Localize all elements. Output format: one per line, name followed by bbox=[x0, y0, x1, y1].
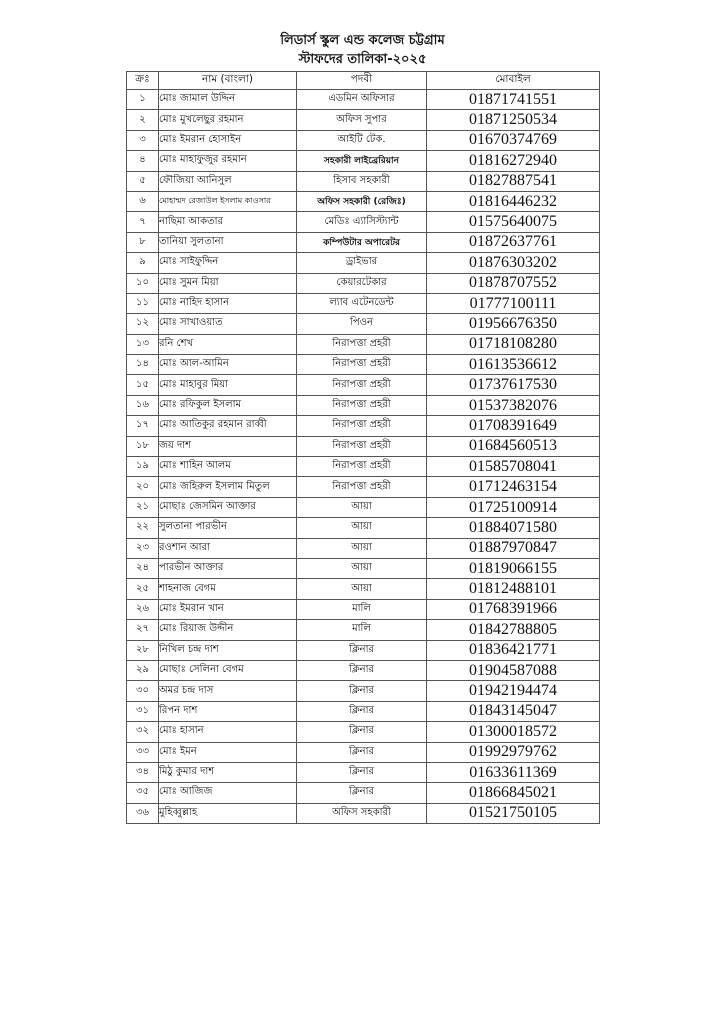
name-cell: মোঃ সাখাওয়াত bbox=[159, 314, 297, 334]
name-cell: শাহনাজ বেগম bbox=[159, 579, 297, 599]
table-row bbox=[127, 191, 600, 211]
designation-cell: ক্লিনার bbox=[297, 762, 427, 782]
serial-cell: ১৬ bbox=[127, 395, 159, 415]
serial-cell: ২৭ bbox=[127, 620, 159, 640]
name-cell: মোঃ মাহাবুর মিয়া bbox=[159, 375, 297, 395]
serial-cell: ২৫ bbox=[127, 579, 159, 599]
serial-cell: ১২ bbox=[127, 314, 159, 334]
table-row bbox=[127, 477, 600, 497]
mobile-cell: 01872637761 bbox=[427, 232, 600, 252]
table-row bbox=[127, 212, 600, 232]
serial-cell: ৮ bbox=[127, 232, 159, 252]
mobile-cell: 01537382076 bbox=[427, 395, 600, 415]
designation-cell: সহকারী লাইব্রেরিয়ান bbox=[297, 151, 427, 171]
designation-cell: ক্লিনার bbox=[297, 742, 427, 762]
designation-cell: নিরাপত্তা প্রহরী bbox=[297, 477, 427, 497]
mobile-cell: 01827887541 bbox=[427, 171, 600, 191]
designation-cell: মালি bbox=[297, 620, 427, 640]
name-cell: মোঃ নাহিদ হাসান bbox=[159, 293, 297, 313]
mobile-cell: 01633611369 bbox=[427, 762, 600, 782]
mobile-cell: 01816272940 bbox=[427, 151, 600, 171]
table-row bbox=[127, 395, 600, 415]
table-header-row bbox=[127, 72, 600, 90]
name-cell: মোঃ আজিজ bbox=[159, 783, 297, 803]
serial-cell: ২ bbox=[127, 110, 159, 130]
mobile-cell: 01670374769 bbox=[427, 130, 600, 150]
designation-cell: ড্রাইভার bbox=[297, 253, 427, 273]
name-cell: মোঃ রিয়াজ উদ্দীন bbox=[159, 620, 297, 640]
table-row bbox=[127, 620, 600, 640]
designation-cell: কম্পিউটার অপারেটর bbox=[297, 232, 427, 252]
mobile-cell: 01887970847 bbox=[427, 538, 600, 558]
serial-cell: ৩ bbox=[127, 130, 159, 150]
mobile-cell: 01871250534 bbox=[427, 110, 600, 130]
mobile-cell: 01878707552 bbox=[427, 273, 600, 293]
mobile-cell: 01712463154 bbox=[427, 477, 600, 497]
header-serial: ক্রঃ bbox=[127, 72, 159, 90]
serial-cell: ৭ bbox=[127, 212, 159, 232]
name-cell: মোঃ ইমরান খান bbox=[159, 599, 297, 619]
designation-cell: ক্লিনার bbox=[297, 681, 427, 701]
serial-cell: ১১ bbox=[127, 293, 159, 313]
name-cell: মোঃ হাসান bbox=[159, 722, 297, 742]
designation-cell: আয়া bbox=[297, 558, 427, 578]
serial-cell: ২৯ bbox=[127, 660, 159, 680]
table-row bbox=[127, 436, 600, 456]
serial-cell: ৩৫ bbox=[127, 783, 159, 803]
table-row bbox=[127, 130, 600, 150]
designation-cell: ক্লিনার bbox=[297, 701, 427, 721]
table-row bbox=[127, 375, 600, 395]
designation-cell: ক্লিনার bbox=[297, 660, 427, 680]
mobile-cell: 01876303202 bbox=[427, 253, 600, 273]
header-name: নাম (বাংলা) bbox=[159, 72, 297, 90]
table-row bbox=[127, 518, 600, 538]
designation-cell: মেডিঃ এ্যাসিস্ট্যান্ট bbox=[297, 212, 427, 232]
serial-cell: ১৭ bbox=[127, 416, 159, 436]
serial-cell: ৩২ bbox=[127, 722, 159, 742]
serial-cell: ১৫ bbox=[127, 375, 159, 395]
table-row bbox=[127, 171, 600, 191]
table-row bbox=[127, 538, 600, 558]
header-mobile: মোবাইল bbox=[427, 72, 600, 90]
table-row bbox=[127, 803, 600, 823]
table-row bbox=[127, 110, 600, 130]
staff-table bbox=[126, 71, 600, 824]
designation-cell: আইটি টেক. bbox=[297, 130, 427, 150]
name-cell: মুহিব্বুল্লাহ bbox=[159, 803, 297, 823]
designation-cell: কেয়ারটেকার bbox=[297, 273, 427, 293]
serial-cell: ১৮ bbox=[127, 436, 159, 456]
table-row bbox=[127, 742, 600, 762]
serial-cell: ২৬ bbox=[127, 599, 159, 619]
header-designation: পদবী bbox=[297, 72, 427, 90]
table-row bbox=[127, 579, 600, 599]
name-cell: মোঃ সাইফুদ্দিন bbox=[159, 253, 297, 273]
name-cell: মোঃ ইমরান হোসাইন bbox=[159, 130, 297, 150]
name-cell: জয় দাশ bbox=[159, 436, 297, 456]
name-cell: মোছাঃ জেসমিন আক্তার bbox=[159, 497, 297, 517]
name-cell: মোঃ জামাল উদ্দিন bbox=[159, 90, 297, 110]
serial-cell: ৯ bbox=[127, 253, 159, 273]
mobile-cell: 01942194474 bbox=[427, 681, 600, 701]
mobile-cell: 01737617530 bbox=[427, 375, 600, 395]
serial-cell: ২৪ bbox=[127, 558, 159, 578]
table-row bbox=[127, 293, 600, 313]
mobile-cell: 01819066155 bbox=[427, 558, 600, 578]
table-row bbox=[127, 660, 600, 680]
name-cell: তানিয়া সুলতানা bbox=[159, 232, 297, 252]
serial-cell: ৪ bbox=[127, 151, 159, 171]
designation-cell: নিরাপত্তা প্রহরী bbox=[297, 375, 427, 395]
name-cell: মোহাম্মদ রেজাউল ইসলাম কাওসার bbox=[159, 191, 297, 211]
mobile-cell: 01521750105 bbox=[427, 803, 600, 823]
serial-cell: ৩৩ bbox=[127, 742, 159, 762]
table-row bbox=[127, 783, 600, 803]
mobile-cell: 01866845021 bbox=[427, 783, 600, 803]
name-cell: মোঃ আতিকুর রহমান রাব্বী bbox=[159, 416, 297, 436]
mobile-cell: 01904587088 bbox=[427, 660, 600, 680]
serial-cell: ১০ bbox=[127, 273, 159, 293]
name-cell: অমর চন্দ্র দাস bbox=[159, 681, 297, 701]
designation-cell: নিরাপত্তা প্রহরী bbox=[297, 395, 427, 415]
table-row bbox=[127, 599, 600, 619]
serial-cell: ২২ bbox=[127, 518, 159, 538]
mobile-cell: 01884071580 bbox=[427, 518, 600, 538]
mobile-cell: 01300018572 bbox=[427, 722, 600, 742]
mobile-cell: 01816446232 bbox=[427, 191, 600, 211]
name-cell: নিখিল চন্দ্র দাশ bbox=[159, 640, 297, 660]
designation-cell: ক্লিনার bbox=[297, 722, 427, 742]
name-cell: পারভীন আক্তার bbox=[159, 558, 297, 578]
serial-cell: ২৩ bbox=[127, 538, 159, 558]
name-cell: রিপন দাশ bbox=[159, 701, 297, 721]
serial-cell: ২১ bbox=[127, 497, 159, 517]
name-cell: মোঃ ইমন bbox=[159, 742, 297, 762]
serial-cell: ৩৪ bbox=[127, 762, 159, 782]
mobile-cell: 01768391966 bbox=[427, 599, 600, 619]
designation-cell: এডমিন অফিসার bbox=[297, 90, 427, 110]
serial-cell: ২০ bbox=[127, 477, 159, 497]
table-row bbox=[127, 273, 600, 293]
serial-cell: ৬ bbox=[127, 191, 159, 211]
name-cell: মোঃ মাহাফুজুর রহমান bbox=[159, 151, 297, 171]
serial-cell: ১ bbox=[127, 90, 159, 110]
mobile-cell: 01842788805 bbox=[427, 620, 600, 640]
serial-cell: ৫ bbox=[127, 171, 159, 191]
mobile-cell: 01684560513 bbox=[427, 436, 600, 456]
mobile-cell: 01585708041 bbox=[427, 457, 600, 477]
table-row bbox=[127, 722, 600, 742]
name-cell: মোঃ রফিকুল ইসলাম bbox=[159, 395, 297, 415]
name-cell: রনি শেখ bbox=[159, 334, 297, 354]
table-row bbox=[127, 457, 600, 477]
serial-cell: ১৩ bbox=[127, 334, 159, 354]
table-row bbox=[127, 314, 600, 334]
serial-cell: ৩৬ bbox=[127, 803, 159, 823]
designation-cell: আয়া bbox=[297, 538, 427, 558]
designation-cell: অফিস সহকারী bbox=[297, 803, 427, 823]
table-row bbox=[127, 253, 600, 273]
designation-cell: নিরাপত্তা প্রহরী bbox=[297, 416, 427, 436]
table-row bbox=[127, 762, 600, 782]
table-row bbox=[127, 701, 600, 721]
table-row bbox=[127, 334, 600, 354]
mobile-cell: 01871741551 bbox=[427, 90, 600, 110]
designation-cell: নিরাপত্তা প্রহরী bbox=[297, 334, 427, 354]
name-cell: মোঃ জহিরুল ইসলাম মিতুল bbox=[159, 477, 297, 497]
list-subtitle: স্টাফদের তালিকা-২০২৫ bbox=[298, 52, 427, 67]
table-row bbox=[127, 416, 600, 436]
table-row bbox=[127, 681, 600, 701]
name-cell: নাছিমা আকতার bbox=[159, 212, 297, 232]
designation-cell: ক্লিনার bbox=[297, 640, 427, 660]
mobile-cell: 01836421771 bbox=[427, 640, 600, 660]
serial-cell: ৩১ bbox=[127, 701, 159, 721]
name-cell: মোছাঃ সেলিনা বেগম bbox=[159, 660, 297, 680]
table-row bbox=[127, 232, 600, 252]
mobile-cell: 01777100111 bbox=[427, 293, 600, 313]
mobile-cell: 01718108280 bbox=[427, 334, 600, 354]
serial-cell: ১৯ bbox=[127, 457, 159, 477]
mobile-cell: 01725100914 bbox=[427, 497, 600, 517]
table-row bbox=[127, 355, 600, 375]
mobile-cell: 01575640075 bbox=[427, 212, 600, 232]
mobile-cell: 01992979762 bbox=[427, 742, 600, 762]
designation-cell: ক্লিনার bbox=[297, 783, 427, 803]
name-cell: ফৌজিয়া আনিসুল bbox=[159, 171, 297, 191]
table-row bbox=[127, 151, 600, 171]
table-row bbox=[127, 558, 600, 578]
table-row bbox=[127, 640, 600, 660]
designation-cell: নিরাপত্তা প্রহরী bbox=[297, 355, 427, 375]
designation-cell: আয়া bbox=[297, 518, 427, 538]
name-cell: মিঠু কুমার দাশ bbox=[159, 762, 297, 782]
serial-cell: ৩০ bbox=[127, 681, 159, 701]
name-cell: সুলতানা পারভীন bbox=[159, 518, 297, 538]
designation-cell: আয়া bbox=[297, 497, 427, 517]
name-cell: রওশান আরা bbox=[159, 538, 297, 558]
designation-cell: নিরাপত্তা প্রহরী bbox=[297, 457, 427, 477]
mobile-cell: 01843145047 bbox=[427, 701, 600, 721]
designation-cell: অফিস সুপার bbox=[297, 110, 427, 130]
mobile-cell: 01708391649 bbox=[427, 416, 600, 436]
serial-cell: ১৪ bbox=[127, 355, 159, 375]
designation-cell: ল্যাব এটেনডেন্ট bbox=[297, 293, 427, 313]
table-row bbox=[127, 90, 600, 110]
name-cell: মোঃ শাহিন আলম bbox=[159, 457, 297, 477]
designation-cell: মালি bbox=[297, 599, 427, 619]
mobile-cell: 01812488101 bbox=[427, 579, 600, 599]
name-cell: মোঃ আল-আমিন bbox=[159, 355, 297, 375]
name-cell: মোঃ সুমন মিয়া bbox=[159, 273, 297, 293]
mobile-cell: 01613536612 bbox=[427, 355, 600, 375]
designation-cell: পিওন bbox=[297, 314, 427, 334]
table-row bbox=[127, 497, 600, 517]
name-cell: মোঃ মুখলেছুর রহমান bbox=[159, 110, 297, 130]
serial-cell: ২৮ bbox=[127, 640, 159, 660]
institution-title: লিডার্স স্কুল এন্ড কলেজ চট্টগ্রাম bbox=[280, 33, 445, 48]
designation-cell: নিরাপত্তা প্রহরী bbox=[297, 436, 427, 456]
designation-cell: আয়া bbox=[297, 579, 427, 599]
designation-cell: হিসাব সহকারী bbox=[297, 171, 427, 191]
mobile-cell: 01956676350 bbox=[427, 314, 600, 334]
designation-cell: অফিস সহকারী (রেজিঃ) bbox=[297, 191, 427, 211]
